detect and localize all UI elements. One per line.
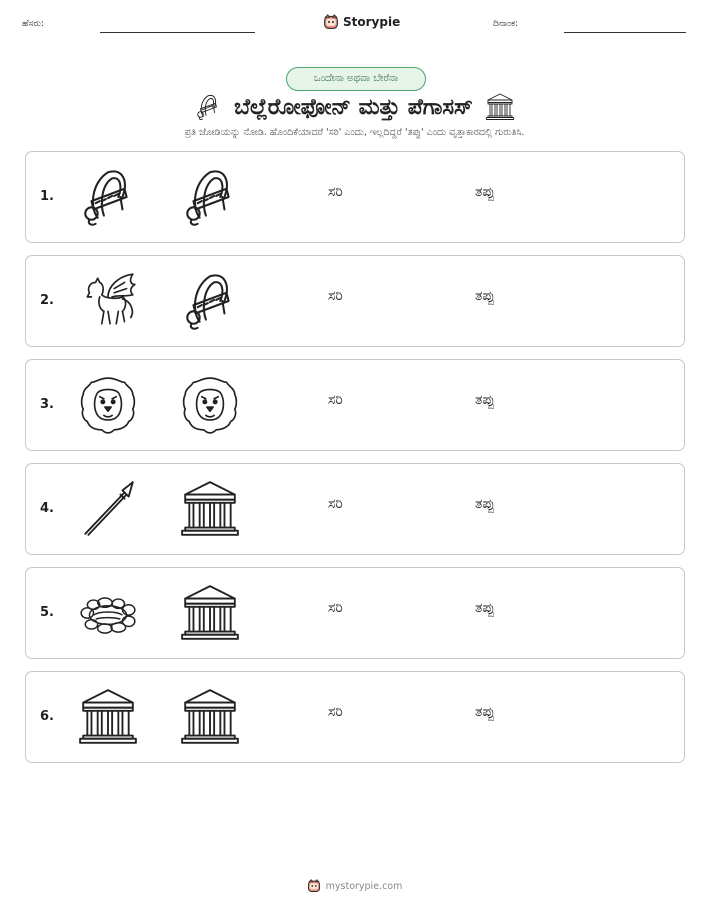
- option-different[interactable]: ತಪ್ಪು: [475, 600, 495, 616]
- spear-icon: [76, 478, 140, 540]
- question-row: [25, 463, 685, 555]
- date-field[interactable]: [564, 32, 686, 33]
- option-different[interactable]: ತಪ್ಪು: [475, 496, 495, 512]
- footer: [0, 879, 709, 893]
- option-different[interactable]: ತಪ್ಪು: [475, 288, 495, 304]
- question-number: 5.: [40, 605, 54, 620]
- lion-icon: [178, 374, 242, 436]
- question-number: 1.: [40, 189, 54, 204]
- temple-icon: [178, 582, 242, 644]
- question-number: 3.: [40, 397, 54, 412]
- brand-name: Storypie: [343, 15, 401, 29]
- brand-logo: [323, 14, 400, 30]
- question-row: [25, 151, 685, 243]
- temple-icon: [178, 686, 242, 748]
- option-different[interactable]: ತಪ್ಪು: [475, 392, 495, 408]
- name-field[interactable]: [100, 32, 255, 33]
- question-row: [25, 255, 685, 347]
- mascot-icon: [323, 14, 339, 30]
- option-same[interactable]: ಸರಿ: [328, 496, 343, 512]
- mascot-icon: [307, 879, 321, 893]
- option-same[interactable]: ಸರಿ: [328, 600, 343, 616]
- option-different[interactable]: ತಪ್ಪು: [475, 704, 495, 720]
- question-number: 6.: [40, 709, 54, 724]
- instructions: ಪ್ರತಿ ಜೋಡಿಯನ್ನು ನೋಡಿ. ಹೊಂದಿಕೆಯಾದರೆ 'ಸರಿ' ಎಂದು, ಇಲ್ಲದಿದ್ದರೆ 'ತಪ್ಪು' ಎಂದು ವೃತ್ತಾಕಾರದಲ್ಲಿ ಗುರುತಿಸಿ.: [184, 127, 525, 138]
- bridle-icon: [194, 92, 222, 122]
- temple-icon: [76, 686, 140, 748]
- activity-type-badge: ಒಂದೇನಾ ಅಥವಾ ಬೇರೆನಾ: [286, 67, 426, 91]
- option-same[interactable]: ಸರಿ: [328, 704, 343, 720]
- temple-icon: [485, 92, 515, 122]
- bridle-icon: [178, 270, 242, 332]
- option-same[interactable]: ಸರಿ: [328, 184, 343, 200]
- name-label: ಹೆಸರು:: [22, 19, 45, 29]
- worksheet-header: [0, 14, 709, 38]
- footer-url: mystorypie.com: [325, 880, 403, 892]
- spring-icon: [76, 582, 140, 644]
- option-same[interactable]: ಸರಿ: [328, 392, 343, 408]
- date-label: ದಿನಾಂಕ:: [493, 19, 519, 29]
- bridle-icon: [178, 166, 242, 228]
- bridle-icon: [76, 166, 140, 228]
- option-same[interactable]: ಸರಿ: [328, 288, 343, 304]
- question-row: [25, 671, 685, 763]
- question-row: [25, 567, 685, 659]
- question-number: 4.: [40, 501, 54, 516]
- question-row: [25, 359, 685, 451]
- pegasus-icon: [76, 270, 140, 332]
- lion-icon: [76, 374, 140, 436]
- page-title: ಬೆಲ್ಲೆರೋಫೋನ್ ಮತ್ತು ಪೆಗಾಸಸ್: [234, 94, 473, 120]
- question-number: 2.: [40, 293, 54, 308]
- option-different[interactable]: ತಪ್ಪು: [475, 184, 495, 200]
- temple-icon: [178, 478, 242, 540]
- title-row: [0, 90, 709, 124]
